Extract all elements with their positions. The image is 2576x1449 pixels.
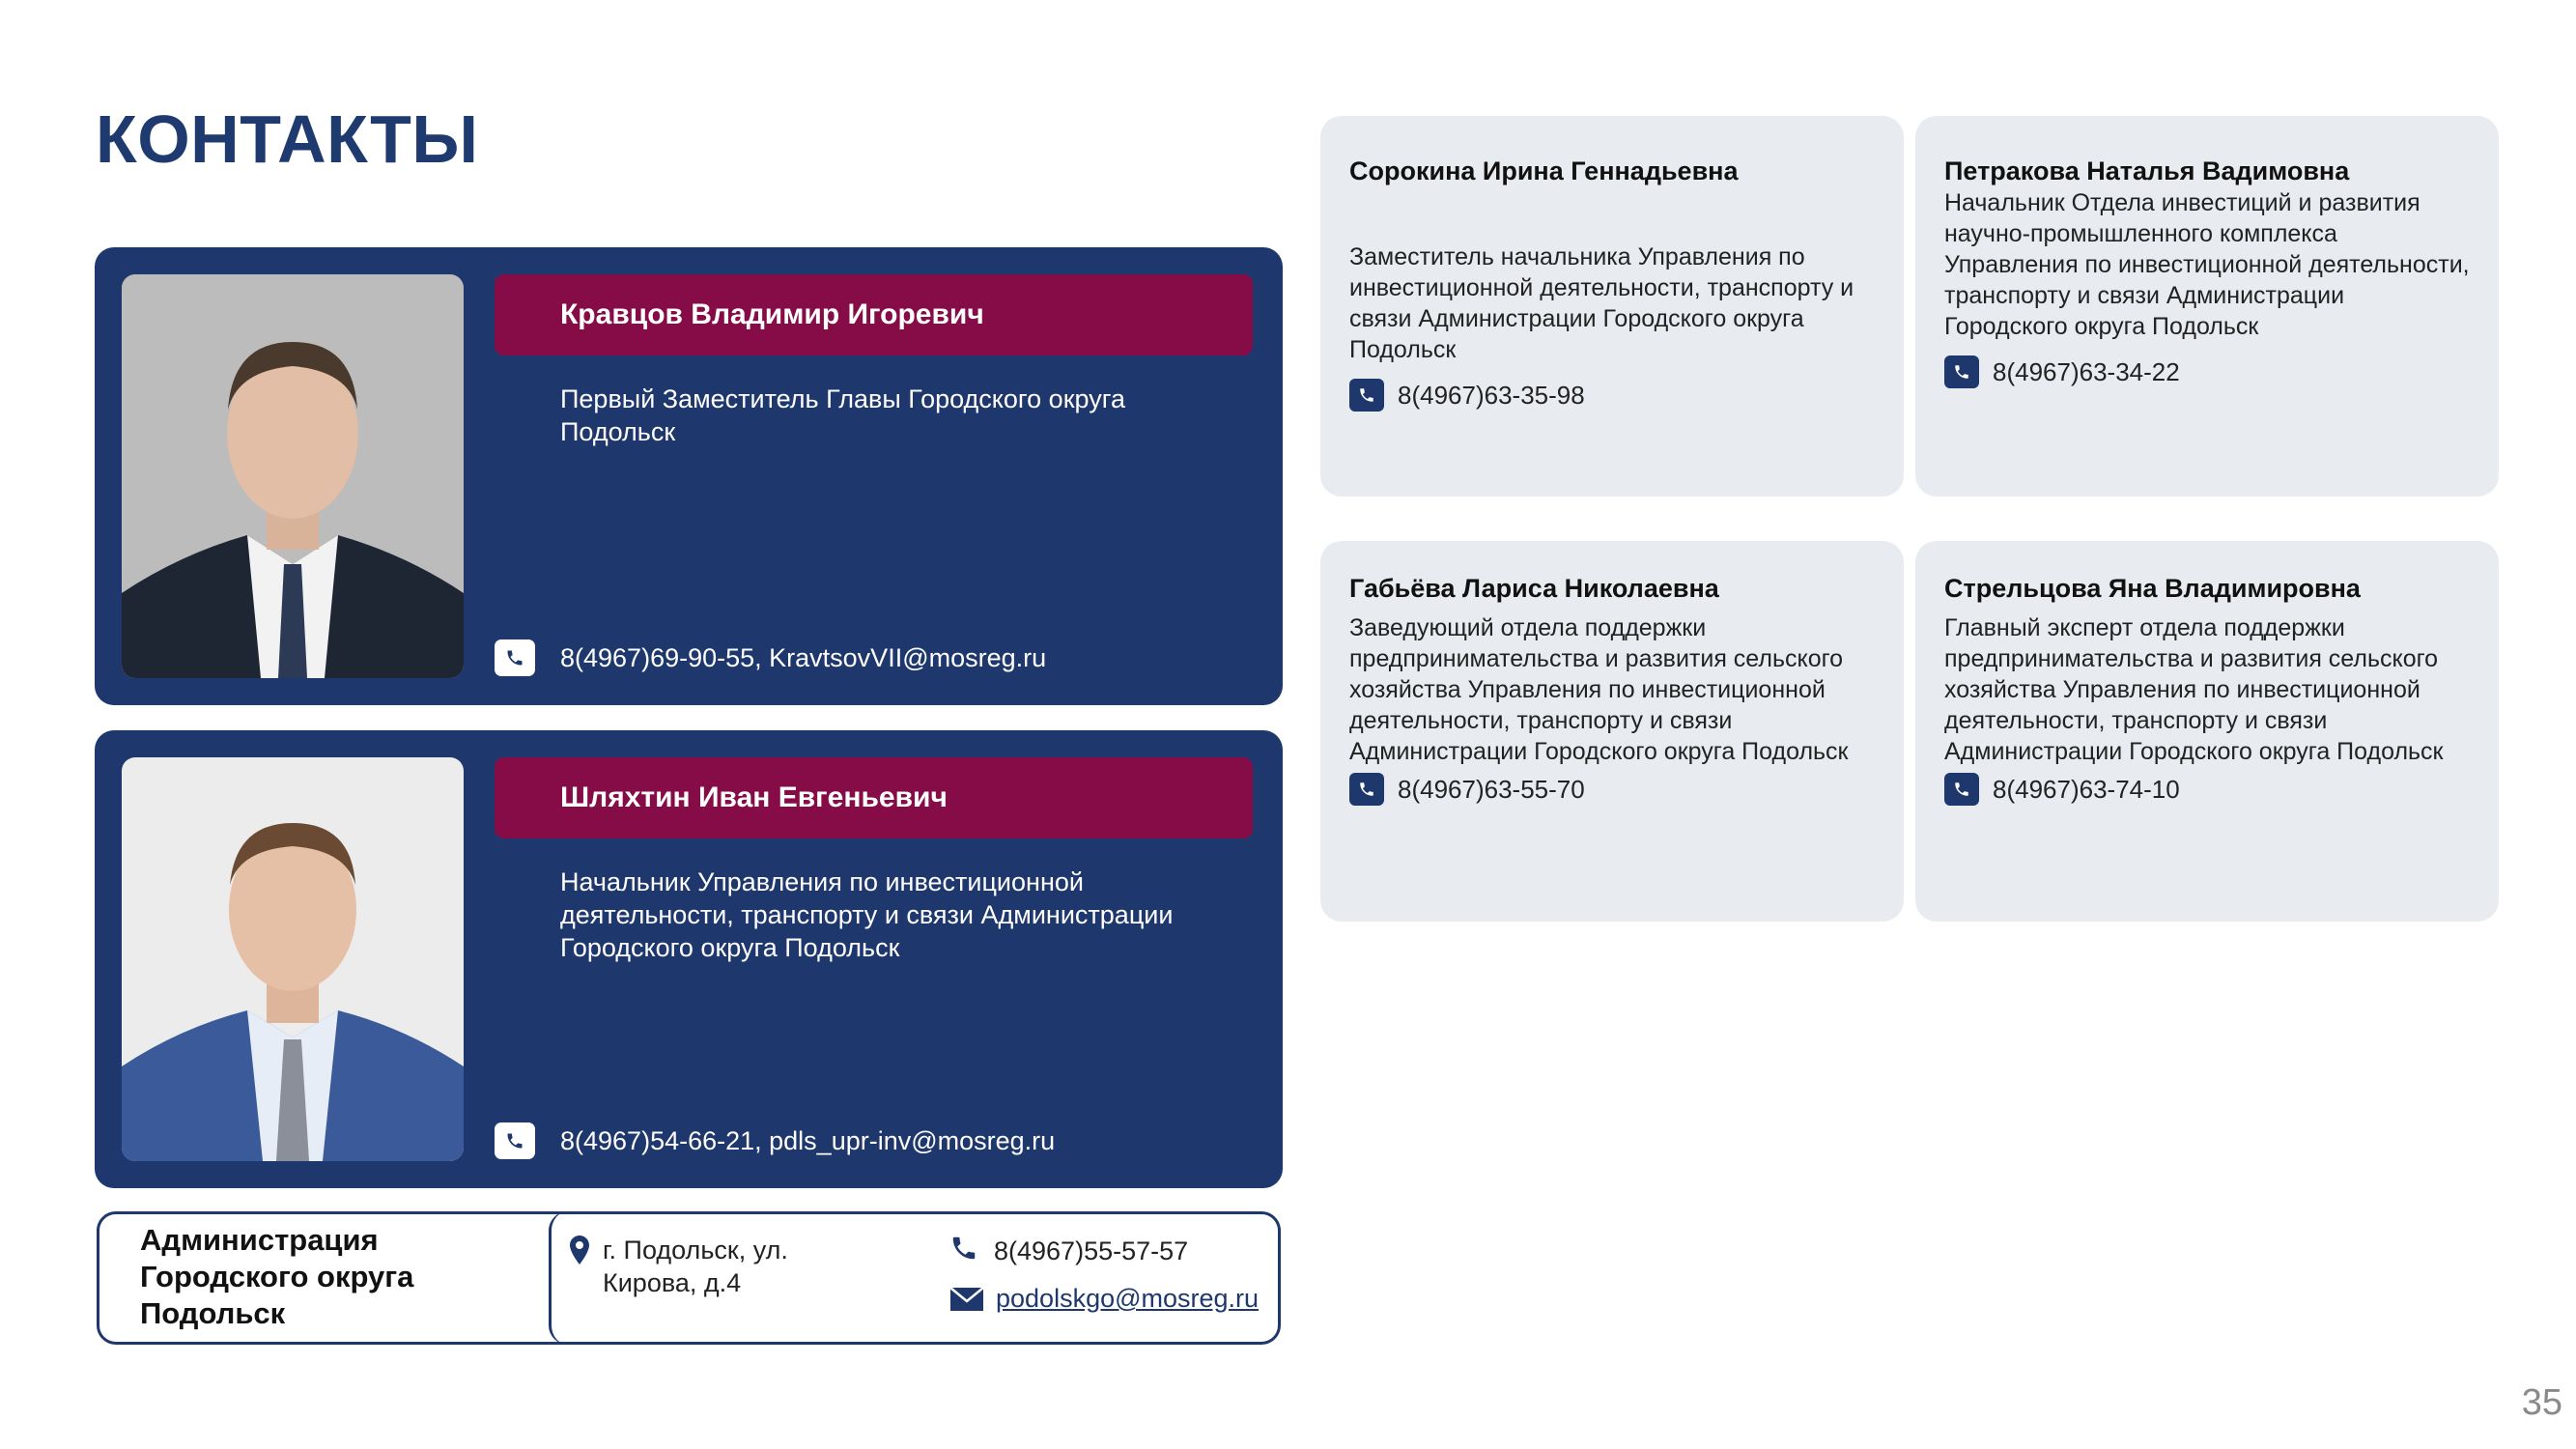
staff-name: Сорокина Ирина Геннадьевна [1349, 156, 1739, 185]
staff-phone[interactable]: 8(4967)63-34-22 [1993, 356, 2180, 386]
staff-name: Габьёва Лариса Николаевна [1349, 574, 1719, 603]
phone-icon [495, 639, 535, 676]
staff-role: Начальник Отдела инвестиций и развития научно-промышленного комплекса Управления по инвестиционной деятельности, транспорту и связи Администрации Городского округа Подольск [1944, 189, 2470, 340]
contact-name-bar: Кравцов Владимир Игоревич [495, 274, 1253, 355]
portrait-photo [122, 274, 464, 678]
phone-icon [1944, 355, 1979, 388]
page-title: КОНТАКТЫ [96, 101, 479, 177]
staff-role: Заведующий отдела поддержки предпринимательства и развития сельского хозяйства Управления по инвестиционной деятельности, транспорту и связи Администрации Городского округа Подольск [1349, 614, 1849, 765]
page-number: 35 [2521, 1382, 2562, 1423]
staff-phone-row [1349, 379, 1875, 412]
contact-details[interactable]: 8(4967)69-90-55, KravtsovVII@mosreg.ru [560, 642, 1047, 672]
admin-email-link[interactable]: podolskgo@mosreg.ru [996, 1284, 1260, 1313]
contact-details[interactable]: 8(4967)54-66-21, pdls_upr-inv@mosreg.ru [560, 1125, 1056, 1155]
main-contact-card-1 [95, 247, 1283, 705]
envelope-icon [949, 1287, 984, 1312]
address [570, 1234, 889, 1299]
staff-phone[interactable]: 8(4967)63-35-98 [1398, 380, 1585, 410]
contact-role: Первый Заместитель Главы Городского округа Подольск [560, 384, 1125, 446]
phone-icon [1349, 379, 1384, 412]
admin-email [949, 1284, 1259, 1314]
portrait-photo [122, 757, 464, 1161]
staff-card-1 [1320, 116, 1904, 497]
contact-row [495, 639, 1046, 676]
map-pin-icon [570, 1236, 589, 1272]
staff-name: Стрельцова Яна Владимировна [1944, 574, 2361, 603]
admin-phone-number[interactable]: 8(4967)55-57-57 [994, 1236, 1189, 1265]
staff-phone-row [1944, 355, 2470, 388]
phone-icon [1349, 773, 1384, 806]
contact-role: Начальник Управления по инвестиционной деятельности, транспорту и связи Администрации Городского округа Подольск [560, 867, 1174, 962]
staff-phone-row [1349, 773, 1875, 806]
administration-name: Администрация Городского округа Подольск [140, 1223, 414, 1330]
staff-role: Заместитель начальника Управления по инвестиционной деятельности, транспорту и связи Администрации Городского округа Подольск [1349, 243, 1854, 363]
phone-icon [495, 1122, 535, 1159]
staff-card-2 [1915, 116, 2499, 497]
address-text: г. Подольск, ул. Кирова, д.4 [603, 1236, 788, 1297]
staff-role: Главный эксперт отдела поддержки предпринимательства и развития сельского хозяйства Управления по инвестиционной деятельности, транспорту и связи Администрации Городского округа Подольск [1944, 614, 2444, 765]
administration-bar [97, 1211, 1281, 1345]
contact-name-bar: Шляхтин Иван Евгеньевич [495, 757, 1253, 838]
main-contact-card-2 [95, 730, 1283, 1188]
staff-phone[interactable]: 8(4967)63-74-10 [1993, 774, 2180, 804]
staff-phone[interactable]: 8(4967)63-55-70 [1398, 774, 1585, 804]
staff-card-3 [1320, 541, 1904, 922]
admin-phone [949, 1234, 1188, 1269]
staff-card-4 [1915, 541, 2499, 922]
phone-icon [1944, 773, 1979, 806]
phone-icon [949, 1234, 978, 1269]
staff-name: Петракова Наталья Вадимовна [1944, 156, 2350, 185]
contact-row [495, 1122, 1055, 1159]
staff-phone-row [1944, 773, 2470, 806]
